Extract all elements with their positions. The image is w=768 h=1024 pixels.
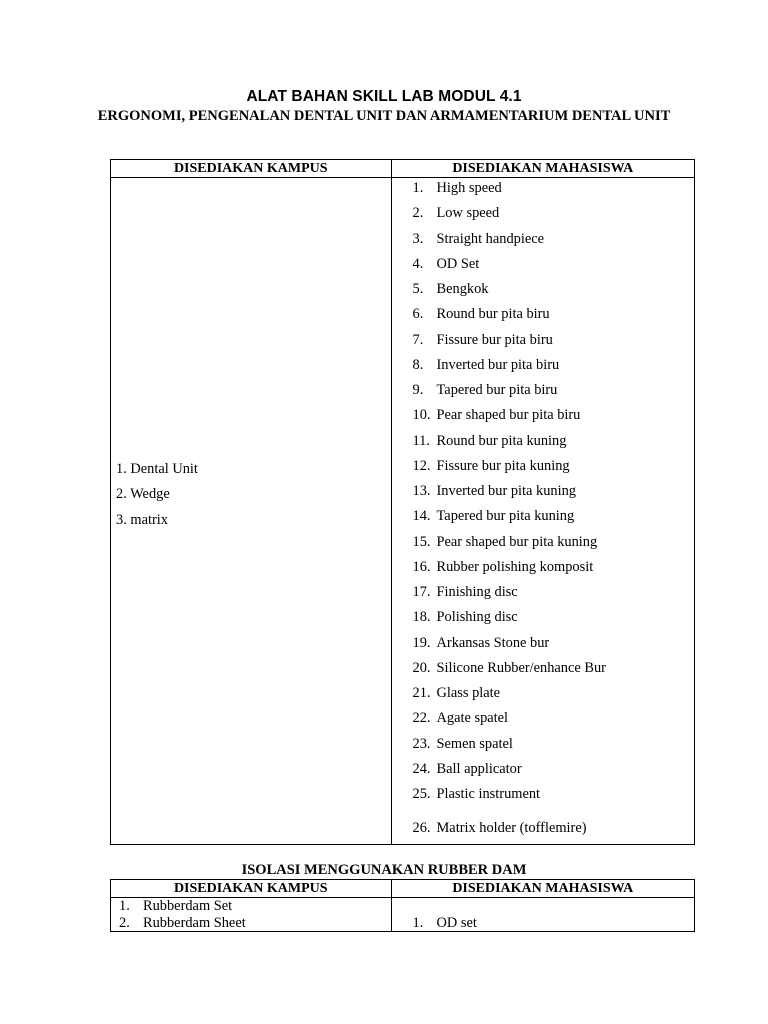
item-number: 5.	[412, 281, 424, 297]
kampus-cell	[111, 178, 392, 845]
item-text: Polishing disc	[436, 609, 518, 626]
item-text: 2. Wedge	[116, 486, 170, 503]
item-text: Finishing disc	[436, 584, 518, 600]
list-item	[413, 735, 513, 753]
item-text: Arkansas Stone bur	[436, 634, 550, 651]
item-text: 3. matrix	[116, 511, 168, 528]
item-text: OD set	[436, 915, 477, 931]
item-text: Agate spatel	[436, 710, 509, 727]
item-number: 16.	[412, 558, 431, 575]
header-mahasiswa: DISEDIAKAN MAHASISWA	[391, 880, 694, 898]
item-number: 1.	[119, 898, 130, 914]
item-text: Matrix holder (tofflemire)	[436, 820, 587, 836]
item-number: 22.	[412, 710, 431, 727]
list-item	[413, 507, 575, 525]
item-number: 17.	[412, 584, 431, 600]
item-number: 2.	[119, 915, 130, 931]
list-item	[413, 760, 522, 778]
item-number: 9.	[412, 382, 424, 398]
table-header-row	[111, 160, 695, 178]
item-text: Tapered bur pita kuning	[436, 508, 575, 525]
item-number: 2.	[412, 205, 424, 222]
item-text: Low speed	[436, 205, 500, 222]
equipment-table	[110, 159, 695, 845]
page-subtitle: ERGONOMI, PENGENALAN DENTAL UNIT DAN ARMAMENTARIUM DENTAL UNIT	[97, 108, 671, 124]
item-text: Glass plate	[436, 685, 501, 701]
item-number: 6.	[412, 306, 424, 323]
item-text: Ball applicator	[436, 760, 522, 777]
list-item	[413, 356, 560, 374]
list-item	[413, 230, 545, 248]
list-item	[413, 331, 553, 349]
item-number: 1.	[412, 915, 424, 931]
item-text: Rubberdam Set	[143, 898, 233, 914]
list-item	[413, 659, 606, 677]
item-text: Fissure bur pita kuning	[436, 457, 570, 474]
list-item	[119, 897, 232, 915]
item-text: 1. Dental Unit	[116, 461, 198, 477]
list-item	[413, 432, 567, 450]
item-text: Rubberdam Sheet	[143, 915, 246, 931]
list-item	[413, 280, 489, 298]
list-item	[116, 460, 198, 478]
item-number: 26.	[412, 820, 431, 836]
item-number: 23.	[412, 735, 431, 752]
item-number: 13.	[412, 483, 431, 499]
item-text: Pear shaped bur pita kuning	[436, 533, 598, 550]
list-item	[413, 381, 558, 399]
item-number: 1.	[412, 180, 424, 196]
item-text: Tapered bur pita biru	[436, 382, 558, 398]
item-text: OD Set	[436, 255, 480, 272]
table-row	[111, 898, 695, 932]
header-mahasiswa: DISEDIAKAN MAHASISWA	[391, 160, 694, 178]
list-item	[116, 485, 170, 503]
table-row	[111, 178, 695, 845]
list-item	[413, 406, 581, 424]
list-item	[116, 511, 168, 529]
item-number: 8.	[412, 356, 424, 373]
item-text: Round bur pita biru	[436, 306, 550, 323]
page-title: ALAT BAHAN SKILL LAB MODUL 4.1	[246, 88, 522, 105]
item-number: 7.	[412, 331, 424, 348]
mahasiswa-cell	[391, 898, 694, 932]
item-text: Inverted bur pita kuning	[436, 483, 576, 499]
item-number: 10.	[412, 407, 431, 424]
item-number: 11.	[412, 432, 430, 449]
list-item	[413, 914, 477, 932]
list-item	[119, 914, 246, 932]
item-text: Fissure bur pita biru	[436, 331, 553, 348]
item-number: 3.	[412, 230, 424, 247]
kampus-cell	[111, 898, 392, 932]
item-text: Round bur pita kuning	[436, 432, 567, 449]
list-item	[413, 558, 594, 576]
item-text: Semen spatel	[436, 735, 513, 752]
list-item	[413, 634, 550, 652]
item-text: Rubber polishing komposit	[436, 558, 594, 575]
item-number: 4.	[412, 255, 424, 272]
item-number: 19.	[412, 634, 431, 651]
item-text: Silicone Rubber/enhance Bur	[436, 659, 606, 676]
item-text: Pear shaped bur pita biru	[436, 407, 581, 424]
list-item	[413, 179, 502, 197]
item-text: Bengkok	[436, 281, 489, 297]
list-item	[413, 583, 518, 601]
mahasiswa-cell	[391, 178, 694, 845]
item-number: 12.	[412, 457, 431, 474]
list-item	[413, 608, 518, 626]
list-item	[413, 684, 501, 702]
list-item	[413, 457, 570, 475]
rubber-dam-table	[110, 879, 695, 932]
item-number: 14.	[412, 508, 431, 525]
item-text: High speed	[436, 180, 502, 196]
header-kampus: DISEDIAKAN KAMPUS	[111, 880, 392, 898]
list-item	[413, 204, 500, 222]
item-number: 21.	[412, 685, 431, 701]
list-item	[413, 305, 550, 323]
item-text: Inverted bur pita biru	[436, 356, 560, 373]
item-text: Plastic instrument	[436, 786, 541, 802]
item-number: 20.	[412, 659, 431, 676]
list-item	[413, 533, 598, 551]
item-number: 15.	[412, 533, 431, 550]
list-item	[413, 482, 576, 500]
section-title-rubber-dam: ISOLASI MENGGUNAKAN RUBBER DAM	[241, 862, 527, 878]
item-text: Straight handpiece	[436, 230, 545, 247]
table-header-row	[111, 880, 695, 898]
item-number: 25.	[412, 786, 431, 802]
header-kampus: DISEDIAKAN KAMPUS	[111, 160, 392, 178]
list-item	[413, 709, 509, 727]
list-item	[413, 819, 587, 837]
item-number: 24.	[412, 760, 431, 777]
list-item	[413, 785, 541, 803]
item-number: 18.	[412, 609, 431, 626]
list-item	[413, 255, 480, 273]
